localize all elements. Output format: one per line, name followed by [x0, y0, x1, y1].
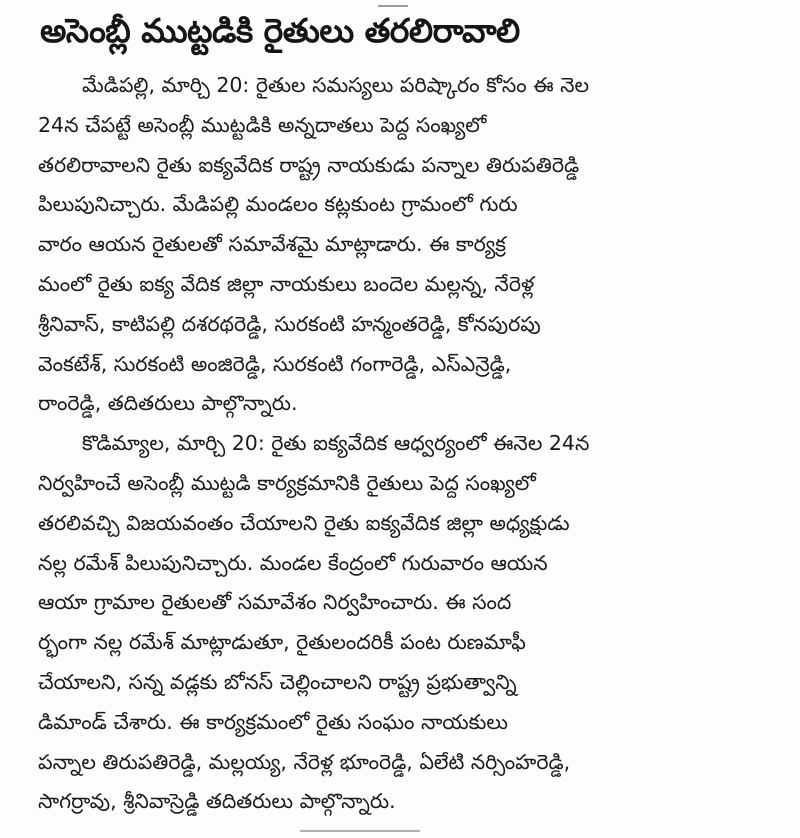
bottom-crop-mark [300, 830, 420, 836]
paragraph-2-line-9: పన్నాల తిరుపతిరెడ్డి, మల్లయ్య, నేరెళ్ల భూంరెడ్డి, ఏలేటి నర్సింహరెడ్డి, [38, 749, 571, 774]
paragraph-2-line-3: తరలివచ్చి విజయవంతం చేయాలని రైతు ఐక్యవేదిక జిల్లా అధ్యక్షుడు [38, 510, 570, 535]
paragraph-2-line-2: నిర్వహించే అసెంబ్లీ ముట్టడి కార్యక్రమానికి రైతులు పెద్ద సంఖ్యలో [38, 470, 536, 495]
article-body [38, 66, 768, 822]
paragraph-1-line-5: వారం ఆయన రైతులతో సమావేశమై మాట్లాడారు. ఈ కార్యక్ర [38, 232, 506, 257]
paragraph-2-line-4: నల్ల రమేశ్ పిలుపునిచ్చారు. మండల కేంద్రంలో గురువారం ఆయన [38, 550, 548, 575]
paragraph-2-line-5: ఆయా గ్రామాల రైతులతో సమావేశం నిర్వహించారు. ఈ సంద [38, 590, 512, 615]
paragraph-1-line-7: శ్రీనివాస్, కాటిపల్లి దశరథరెడ్డి, సురకంటి హన్మంతరెడ్డి, కోనపురపు [38, 311, 541, 336]
paragraph-2-line-6: ర్భంగా నల్ల రమేశ్ మాట్లాడుతూ, రైతులందరికీ పంట రుణమాఫీ [38, 630, 526, 655]
paragraph-1-line-4: పిలుపునిచ్చారు. మేడిపల్లి మండలం కట్లకుంట గ్రామంలో గురు [38, 192, 518, 217]
paragraph-1-line-1: మేడిపల్లి, మార్చి 20: రైతుల సమస్యలు పరిష్కారం కోసం ఈ నెల [82, 73, 590, 97]
paragraph-1-line-9: రాంరెడ్డి, తదితరులు పాల్గొన్నారు. [38, 391, 298, 416]
paragraph-1-line-6: మంలో రైతు ఐక్య వేదిక జిల్లా నాయకులు బందెల మల్లన్న, నేరెళ్ల [38, 271, 535, 296]
article-headline: అసెంబ్లీ ముట్టడికి రైతులు తరలిరావాలి [40, 11, 520, 50]
paragraph-2-line-1: కొడిమ్యాల, మార్చి 20: రైతు ఐక్యవేదిక ఆధ్వర్యంలో ఈనెల 24న [82, 431, 590, 456]
paragraph-1-line-3: తరలిరావాలని రైతు ఐక్యవేదిక రాష్ట్ర నాయకుడు పన్నాల తిరుపతిరెడ్డి [38, 152, 580, 177]
paragraph-1-line-8: వెంకటేశ్, సురకంటి అంజిరెడ్డి, సురకంటి గంగారెడ్డి, ఎస్ఎన్రెడ్డి, [38, 351, 512, 376]
paragraph-2-line-10: సాగర్రావు, శ్రీనివాస్రెడ్డి తదితరులు పాల్గొన్నారు. [38, 789, 396, 814]
paragraph-1-line-2: 24న చేపట్టే అసెంబ్లీ ముట్టడికి అన్నదాతలు పెద్ద సంఖ్యలో [38, 112, 487, 137]
paragraph-2-line-7: చేయాలని, సన్న వడ్లకు బోనస్ చెల్లించాలని రాష్ట్ర ప్రభుత్వాన్ని [38, 669, 517, 694]
paragraph-2-line-8: డిమాండ్ చేశారు. ఈ కార్యక్రమంలో రైతు సంఘం నాయకులు [38, 709, 509, 734]
